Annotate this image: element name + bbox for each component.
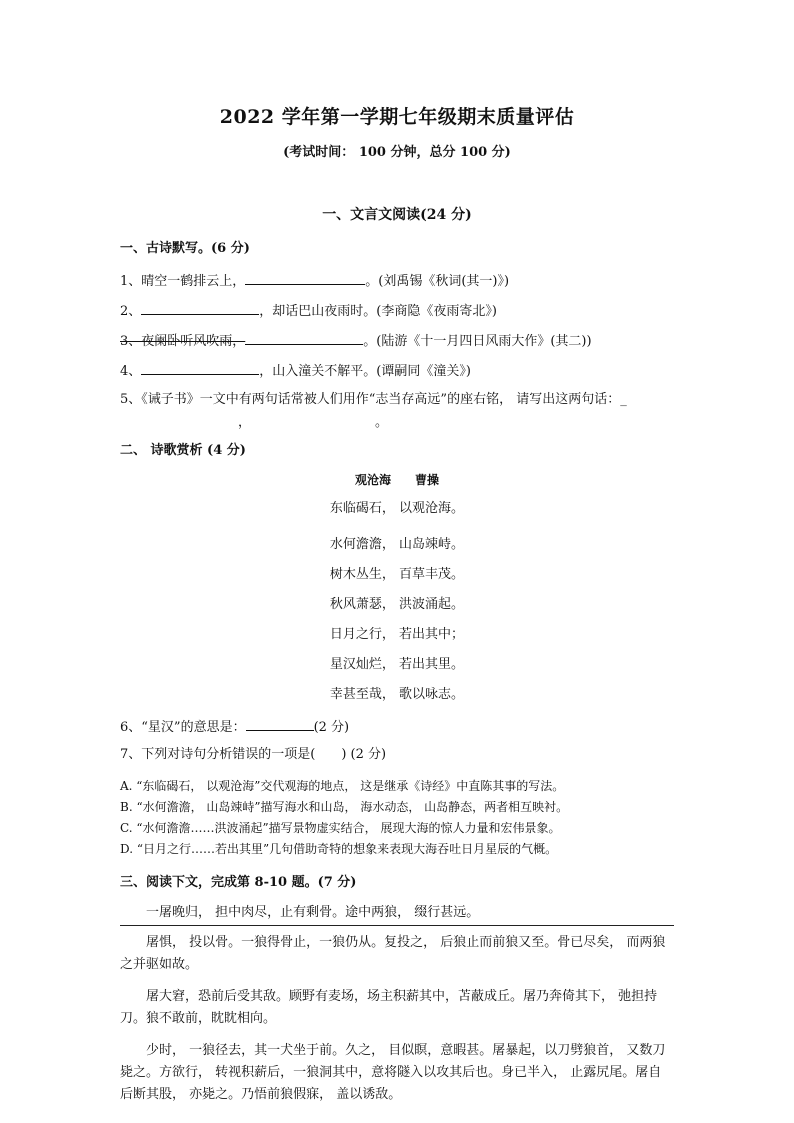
- answer-blank-3[interactable]: [245, 332, 363, 345]
- section-heading-2: 二、 诗歌赏析 (4 分): [120, 443, 246, 458]
- question-4: [120, 362, 471, 378]
- question-3-suffix: 。(陆游《十一月四日风雨大作》(其二)): [363, 334, 592, 349]
- option-b: B. “水何澹澹， 山岛竦峙”描写海水和山岛， 海水动态， 山岛静态，两者相互映衬。: [120, 800, 569, 814]
- question-3: [120, 332, 592, 348]
- passage-paragraph: 屠惧， 投以骨。一狼得骨止，一狼仍从。复投之， 后狼止而前狼又至。骨已尽矣， 而两狼之并驱如故。: [120, 935, 666, 972]
- option-a: A. “东临碣石， 以观沧海”交代观海的地点， 这是继承《诗经》中直陈其事的写法。: [120, 779, 565, 793]
- poem-line: 水何澹澹， 山岛竦峙。: [329, 537, 465, 552]
- answer-blank-5b[interactable]: [251, 414, 375, 426]
- answer-blank-5a[interactable]: [120, 414, 238, 426]
- passage-paragraph: 屠大窘，恐前后受其敌。顾野有麦场，场主积薪其中，苫蔽成丘。屠乃奔倚其下， 弛担持刀。狼不敢前，眈眈相向。: [120, 989, 658, 1026]
- poem-line: 东临碣石， 以观沧海。: [329, 501, 465, 516]
- answer-blank-1[interactable]: [245, 272, 365, 285]
- option-d: D. “日月之行……若出其里”几句借助奇特的想象来表现大海吞吐日月星辰的气概。: [120, 842, 558, 856]
- question-5-answer-line: [120, 414, 388, 429]
- poem-line: 日月之行， 若出其中；: [329, 627, 465, 642]
- poem-line: 幸甚至哉， 歌以咏志。: [329, 687, 465, 702]
- question-5-period: 。: [375, 415, 389, 430]
- passage-paragraph: 一屠晚归， 担中肉尽，止有剩骨。途中两狼， 缀行甚远。: [146, 905, 480, 920]
- poem-line: 星汉灿烂， 若出其里。: [329, 657, 465, 672]
- option-c: C. “水何澹澹……洪波涌起”描写景物虚实结合， 展现大海的惊人力量和宏伟景象。: [120, 821, 561, 835]
- question-1-suffix: 。(刘禹锡《秋词(其一)》): [365, 274, 510, 289]
- passage-paragraph: 少时， 一狼径去，其一犬坐于前。久之， 目似瞑，意暇甚。屠暴起，以刀劈狼首， 又数刀毙之。方欲行， 转视积薪后，一狼洞其中，意将隧入以攻其后也。身已半入， 止露尻尾。屠自后断其股， 亦毙之。乃悟前狼假寐， 盖以诱敌。: [120, 1043, 666, 1102]
- exam-title: 2022 学年第一学期七年级期末质量评估: [219, 106, 575, 128]
- section-heading-3: 三、阅读下文，完成第 8-10 题。(7 分): [120, 875, 357, 890]
- section-heading-1: 一、古诗默写。(6 分): [120, 241, 250, 256]
- question-2: [120, 302, 497, 318]
- question-4-prefix: 4、: [120, 364, 142, 379]
- question-2-suffix: ，却话巴山夜雨时。(李商隐《夜雨寄北》): [259, 304, 497, 319]
- question-7: 7、下列对诗句分析错误的一项是( ) (2 分): [120, 747, 387, 762]
- poem-title: 观沧海 曹操: [354, 473, 439, 487]
- poem-line: 树木丛生， 百草丰茂。: [329, 567, 465, 582]
- answer-blank-4[interactable]: [141, 362, 259, 375]
- question-4-suffix: ，山入潼关不解平。(谭嗣同《潼关》): [259, 364, 471, 379]
- exam-subtitle: (考试时间： 100 分钟，总分 100 分): [283, 145, 511, 160]
- question-3-prefix: 3、夜阑卧听风吹雨，: [120, 334, 246, 349]
- question-1: [120, 272, 509, 288]
- poem-line: 秋风萧瑟， 洪波涌起。: [329, 597, 465, 612]
- question-6-prefix: 6、“星汉”的意思是：: [120, 720, 246, 735]
- question-2-prefix: 2、: [120, 304, 142, 319]
- answer-blank-6[interactable]: [246, 718, 314, 731]
- part-title: 一、文言文阅读(24 分): [322, 207, 472, 223]
- question-6-suffix: (2 分): [313, 720, 350, 735]
- question-5: 5、《诫子书》一文中有两句话常被人们用作“志当存高远”的座右铭， 请写出这两句话：_: [120, 392, 627, 407]
- question-6: [120, 718, 349, 734]
- answer-blank-2[interactable]: [141, 302, 259, 315]
- divider-line: [120, 925, 674, 926]
- question-5-comma: ，: [238, 415, 252, 430]
- question-1-prefix: 1、晴空一鹤排云上，: [120, 274, 246, 289]
